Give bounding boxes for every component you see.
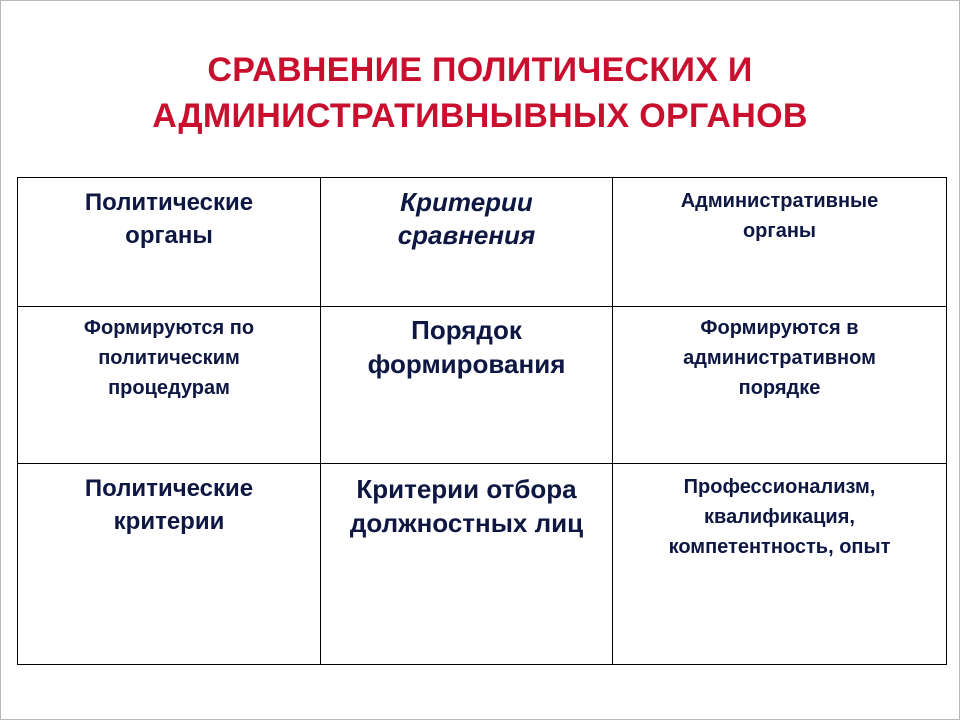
- political-selection-cell: Политические критерии: [18, 464, 321, 665]
- slide-title-line-1: СРАВНЕНИЕ ПОЛИТИЧЕСКИХ И: [207, 51, 753, 89]
- table-header-row: [18, 178, 947, 307]
- table-row-formation: [18, 307, 947, 464]
- political-formation-cell: Формируются по политическим процедурам: [18, 307, 321, 464]
- administrative-formation-cell: Формируются в административном порядке: [613, 307, 947, 464]
- slide-title: [41, 47, 919, 139]
- administrative-selection-cell: Профессионализм, квалификация, компетентность, опыт: [613, 464, 947, 665]
- header-administrative-bodies: Административные органы: [613, 178, 947, 307]
- header-comparison-criteria: Критерии сравнения: [321, 178, 613, 307]
- criterion-selection-cell: Критерии отбора должностных лиц: [321, 464, 613, 665]
- table-row-selection: [18, 464, 947, 665]
- criterion-formation-cell: Порядок формирования: [321, 307, 613, 464]
- header-political-bodies: Политические органы: [18, 178, 321, 307]
- slide-title-line-2: АДМИНИСТРАТИВНЫВНЫХ ОРГАНОВ: [152, 97, 808, 135]
- comparison-table: [17, 177, 947, 665]
